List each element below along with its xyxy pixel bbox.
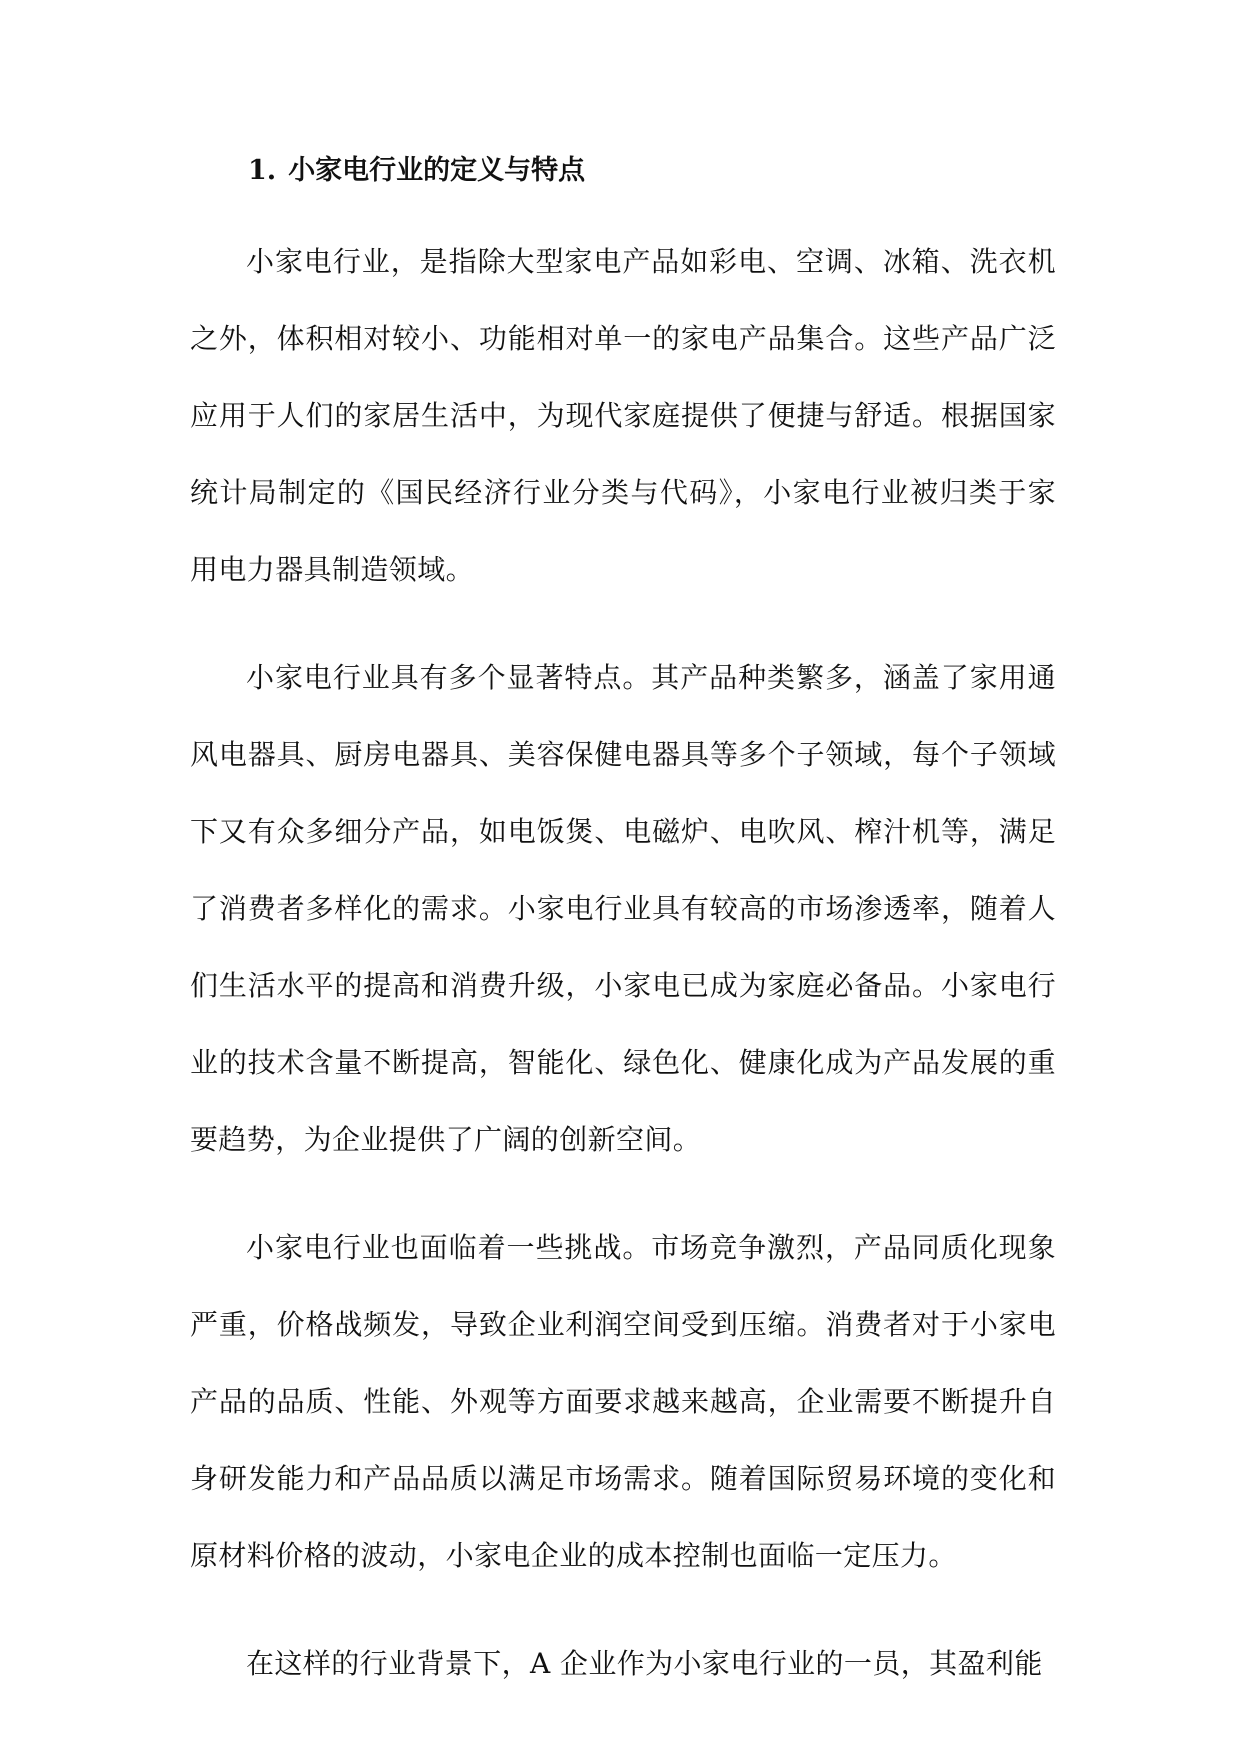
section-title: 小家电行业的定义与特点 (288, 155, 586, 186)
paragraph-background: 在这样的行业背景下，A 企业作为小家电行业的一员，其盈利能 (246, 1647, 1043, 1680)
section-number: 1. (248, 155, 277, 186)
document-page (190, 150, 1056, 1702)
paragraph-challenges: 小家电行业也面临着一些挑战。市场竞争激烈，产品同质化现象严重，价格战频发，导致企业利润空间受到压缩。消费者对于小家电产品的品质、性能、外观等方面要求越来越高，企业需要不断提升自身研发能力和产品品质以满足市场需求。随着国际贸易环境的变化和原材料价格的波动，小家电企业的成本控制也面临一定压力。 (190, 1231, 1056, 1572)
paragraph-characteristics: 小家电行业具有多个显著特点。其产品种类繁多，涵盖了家用通风电器具、厨房电器具、美容保健电器具等多个子领域，每个子领域下又有众多细分产品，如电饭煲、电磁炉、电吹风、榨汁机等，满足了消费者多样化的需求。小家电行业具有较高的市场渗透率，随着人们生活水平的提高和消费升级，小家电已成为家庭必备品。小家电行业的技术含量不断提高，智能化、绿色化、健康化成为产品发展的重要趋势，为企业提供了广阔的创新空间。 (190, 661, 1056, 1156)
paragraph-definition: 小家电行业，是指除大型家电产品如彩电、空调、冰箱、洗衣机之外，体积相对较小、功能相对单一的家电产品集合。这些产品广泛应用于人们的家居生活中，为现代家庭提供了便捷与舒适。根据国家统计局制定的《国民经济行业分类与代码》，小家电行业被归类于家用电力器具制造领域。 (190, 245, 1056, 586)
section-heading (248, 150, 1056, 192)
